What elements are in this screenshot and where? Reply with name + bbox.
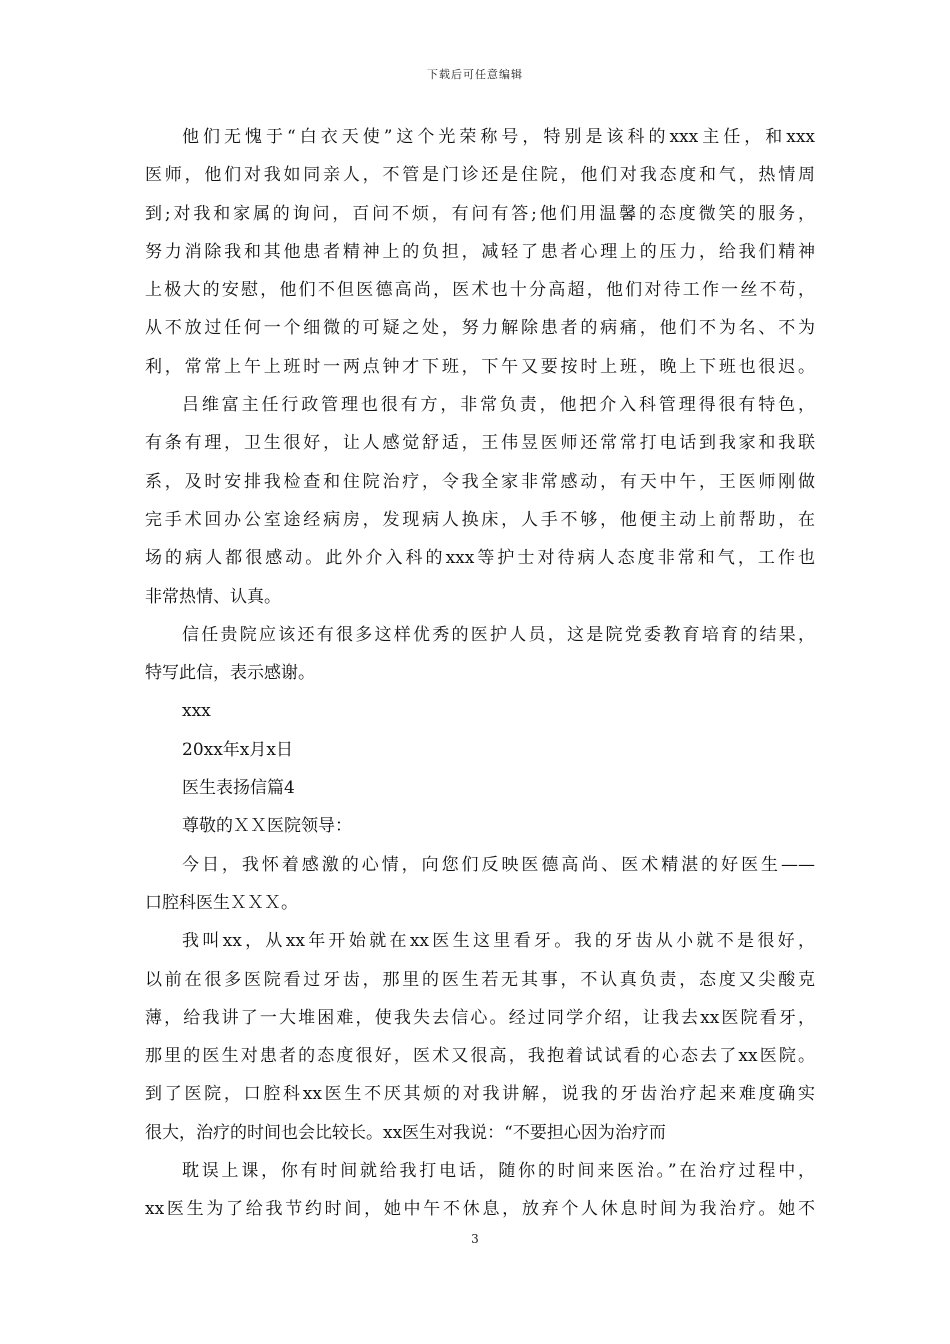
text-line: 努力消除我和其他患者精神上的负担，减轻了患者心理上的压力，给我们精神	[145, 241, 815, 262]
text-line: 上极大的安慰，他们不但医德高尚，医术也十分高超，他们对待工作一丝不苟，	[145, 280, 815, 301]
text-line: 到;对我和家属的询问，百问不烦，有问有答;他们用温馨的态度微笑的服务，	[145, 203, 815, 224]
text-line: 从不放过任何一个细微的可疑之处，努力解除患者的病痛，他们不为名、不为	[145, 318, 815, 339]
letter-body	[145, 118, 815, 1229]
text-line: 以前在很多医院看过牙齿，那里的医生若无其事，不认真负责，态度又尖酸克	[145, 969, 815, 990]
text-line: 完手术回办公室途经病房，发现病人换床，人手不够，他便主动上前帮助，在	[145, 509, 815, 530]
section-title: 医生表扬信篇4	[182, 778, 295, 799]
text-line: xx医生为了给我节约时间，她中午不休息，放弃个人休息时间为我治疗。她不	[145, 1199, 815, 1220]
text-line: 他们无愧于“白衣天使”这个光荣称号，特别是该科的xxx主任，和xxx	[182, 127, 815, 147]
text-line: 很大，治疗的时间也会比较长。xx医生对我说：“不要担心因为治疗而	[145, 1122, 666, 1143]
text-line: 系，及时安排我检查和住院治疗，令我全家非常感动，有天中午，王医师刚做	[145, 471, 815, 492]
text-line: 特写此信，表示感谢。	[145, 663, 315, 684]
text-line: 利，常常上午上班时一两点钟才下班，下午又要按时上班，晚上下班也很迟。	[145, 356, 815, 377]
text-line: 医师，他们对我如同亲人，不管是门诊还是住院，他们对我态度和气，热情周	[145, 165, 815, 186]
text-line: 薄，给我讲了一大堆困难，使我失去信心。经过同学介绍，让我去xx医院看牙，	[145, 1007, 815, 1028]
text-line: 到了医院，口腔科xx医生不厌其烦的对我讲解，说我的牙齿治疗起来难度确实	[145, 1084, 815, 1105]
text-line: 耽误上课，你有时间就给我打电话，随你的时间来医治。”在治疗过程中，	[182, 1161, 815, 1182]
signature-name: xxx	[182, 701, 211, 722]
text-line: 吕维富主任行政管理也很有方，非常负责，他把介入科管理得很有特色，	[182, 395, 815, 416]
page-header: 下载后可任意编辑	[427, 68, 523, 81]
text-line: 有条有理，卫生很好，让人感觉舒适，王伟昱医师还常常打电话到我家和我联	[145, 433, 815, 454]
text-line: 场的病人都很感动。此外介入科的xxx等护士对待病人态度非常和气，工作也	[145, 548, 815, 569]
text-line: 今日，我怀着感激的心情，向您们反映医德高尚、医术精湛的好医生——	[182, 854, 815, 875]
text-line: 我叫xx，从xx年开始就在xx医生这里看牙。我的牙齿从小就不是很好，	[182, 931, 815, 952]
salutation: 尊敬的ＸＸ医院领导：	[182, 816, 352, 837]
page-number: 3	[471, 1232, 479, 1246]
text-line: 那里的医生对患者的态度很好，医术又很高，我抱着试试看的心态去了xx医院。	[145, 1046, 815, 1067]
signature-date: 20xx年x月x日	[182, 739, 293, 760]
text-line: 非常热情、认真。	[145, 586, 281, 607]
text-line: 信任贵院应该还有很多这样优秀的医护人员，这是院党委教育培育的结果，	[182, 624, 815, 645]
text-line: 口腔科医生ＸＸＸ。	[145, 892, 298, 913]
